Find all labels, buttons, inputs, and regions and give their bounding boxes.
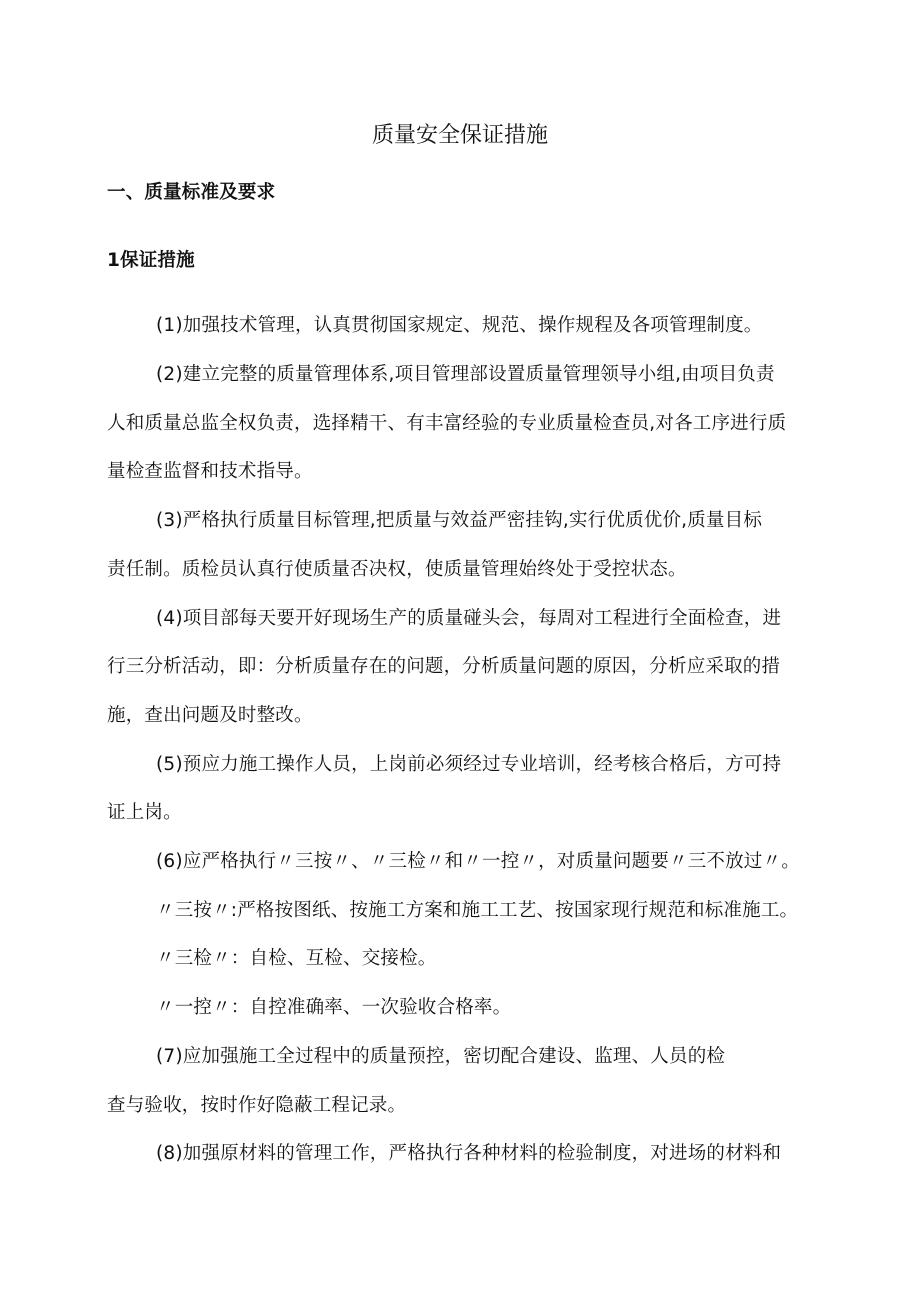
body-line: (1)加强技术管理，认真贯彻国家规定、规范、操作规程及各项管理制度。 bbox=[156, 315, 763, 336]
body-line: 〃三按〃:严格按图纸、按施工方案和施工工艺、按国家现行规范和标准施工。 bbox=[156, 900, 799, 921]
body-line: 〃三检〃：自检、互检、交接检。 bbox=[156, 948, 437, 969]
body-line: (3)严格执行质量目标管理,把质量与效益严密挂钩,实行优质优价,质量目标 bbox=[156, 510, 763, 531]
subsection-heading: 1保证措施 bbox=[107, 250, 195, 271]
body-line: (5)预应力施工操作人员，上岗前必须经过专业培训，经考核合格后，方可持 bbox=[156, 754, 782, 775]
body-line: 行三分析活动，即：分析质量存在的问题，分析质量问题的原因，分析应采取的措 bbox=[107, 656, 781, 677]
body-line: 责任制。质检员认真行使质量否决权，使质量管理始终处于受控状态。 bbox=[107, 559, 687, 580]
section-heading: 一、质量标准及要求 bbox=[107, 182, 276, 203]
body-line: (2)建立完整的质量管理体系,项目管理部设置质量管理领导小组,由项目负责 bbox=[156, 364, 775, 385]
body-line: 施，查出问题及时整改。 bbox=[107, 705, 313, 726]
page-title: 质量安全保证措施 bbox=[371, 123, 548, 148]
body-line: (6)应严格执行〃三按〃、〃三检〃和〃一控〃，对质量问题要〃三不放过〃。 bbox=[156, 851, 800, 872]
body-line: 量检查监督和技术指导。 bbox=[107, 461, 313, 482]
body-line: (8)加强原材料的管理工作，严格执行各种材料的检验制度，对进场的材料和 bbox=[156, 1143, 782, 1164]
body-line: 〃一控〃：自控准确率、一次验收合格率。 bbox=[156, 997, 512, 1018]
body-line: 证上岗。 bbox=[107, 802, 182, 823]
body-line: 查与验收，按时作好隐蔽工程记录。 bbox=[107, 1095, 407, 1116]
body-line: 人和质量总监全权负责，选择精干、有丰富经验的专业质量检查员,对各工序进行质 bbox=[107, 413, 787, 434]
body-line: (4)项目部每天要开好现场生产的质量碰头会，每周对工程进行全面检查，进 bbox=[156, 608, 782, 629]
body-line: (7)应加强施工全过程中的质量预控，密切配合建设、监理、人员的检 bbox=[156, 1046, 726, 1067]
